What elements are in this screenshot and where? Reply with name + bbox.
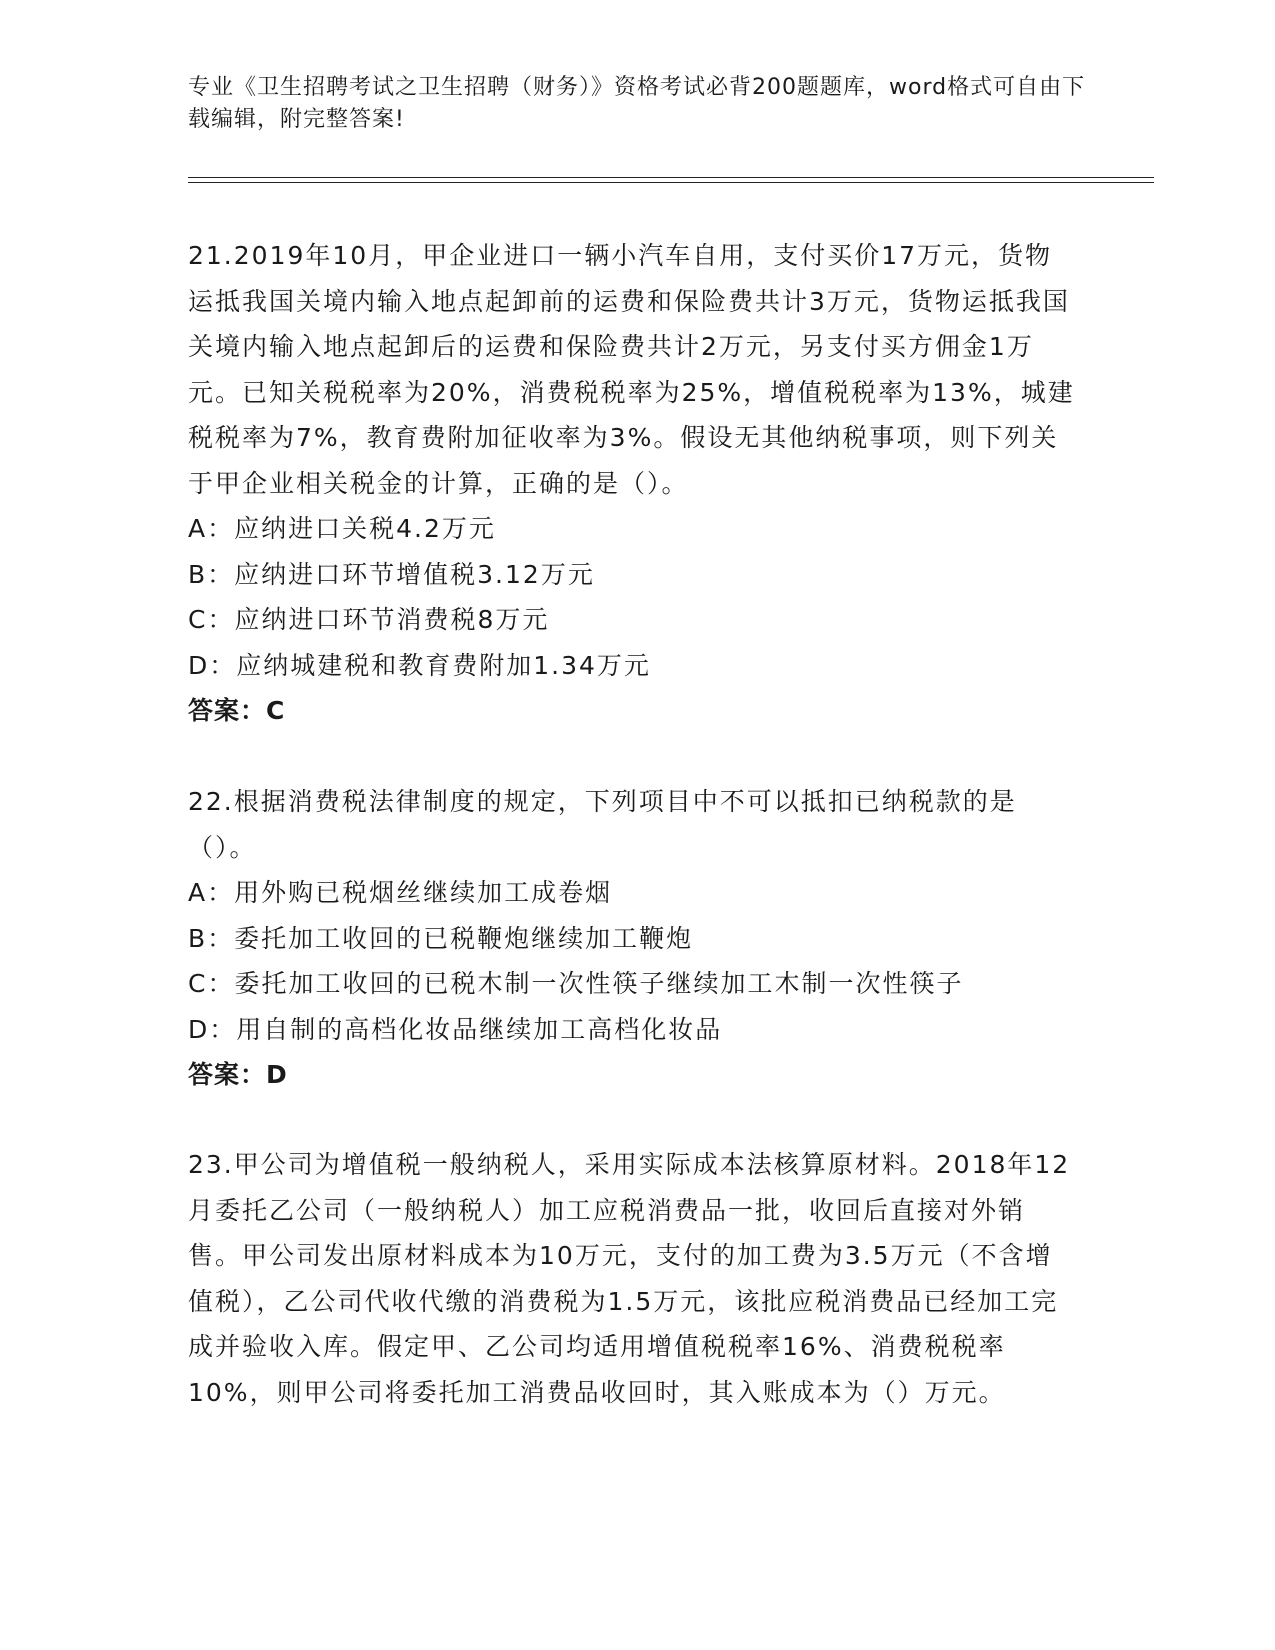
option-c: C：应纳进口环节消费税8万元 <box>188 605 550 634</box>
option-b: B：委托加工收回的已税鞭炮继续加工鞭炮 <box>188 923 694 953</box>
answer: 答案：C <box>188 696 286 725</box>
header-divider-bottom <box>188 182 1154 183</box>
question-22 <box>188 779 1078 1098</box>
option-c: C：委托加工收回的已税木制一次性筷子继续加工木制一次性筷子 <box>188 969 964 998</box>
question-stem: 21.2019年10月，甲企业进口一辆小汽车自用，支付买价17万元，货物运抵我国关境内输入地点起卸前的运费和保险费共计3万元，货物运抵我国关境内输入地点起卸后的运费和保险费共计2万元，另支付买方佣金1万元。已知关税税率为20%，消费税税率为25%，增值税税率为13%，城建税税率为7%，教育费附加征收率为3%。假设无其他纳税事项，则下列关于甲企业相关税金的计算，正确的是（）。 <box>188 241 1075 498</box>
header-divider-top <box>188 177 1154 178</box>
question-21 <box>188 233 1078 734</box>
document-header: 专业《卫生招聘考试之卫生招聘（财务）》资格考试必背200题题库，word格式可自由下载编辑，附完整答案! <box>188 75 1086 132</box>
option-d: D：应纳城建税和教育费附加1.34万元 <box>188 650 651 680</box>
question-23 <box>188 1142 1078 1415</box>
question-stem: 23.甲公司为增值税一般纳税人，采用实际成本法核算原材料。2018年12月委托乙公司（一般纳税人）加工应税消费品一批，收回后直接对外销售。甲公司发出原材料成本为10万元，支付的加工费为3.5万元（不含增值税），乙公司代收代缴的消费税为1.5万元，该批应税消费品已经加工完成并验收入库。假定甲、乙公司均适用增值税税率16%、消费税税率10%，则甲公司将委托加工消费品收回时，其入账成本为（）万元。 <box>188 1150 1071 1407</box>
option-d: D：用自制的高档化妆品继续加工高档化妆品 <box>188 1014 723 1044</box>
option-a: A：用外购已税烟丝继续加工成卷烟 <box>188 878 613 907</box>
question-stem: 22.根据消费税法律制度的规定，下列项目中不可以抵扣已纳税款的是（）。 <box>188 787 1017 862</box>
option-a: A：应纳进口关税4.2万元 <box>188 514 496 543</box>
answer: 答案：D <box>188 1060 288 1089</box>
option-b: B：应纳进口环节增值税3.12万元 <box>188 559 595 589</box>
